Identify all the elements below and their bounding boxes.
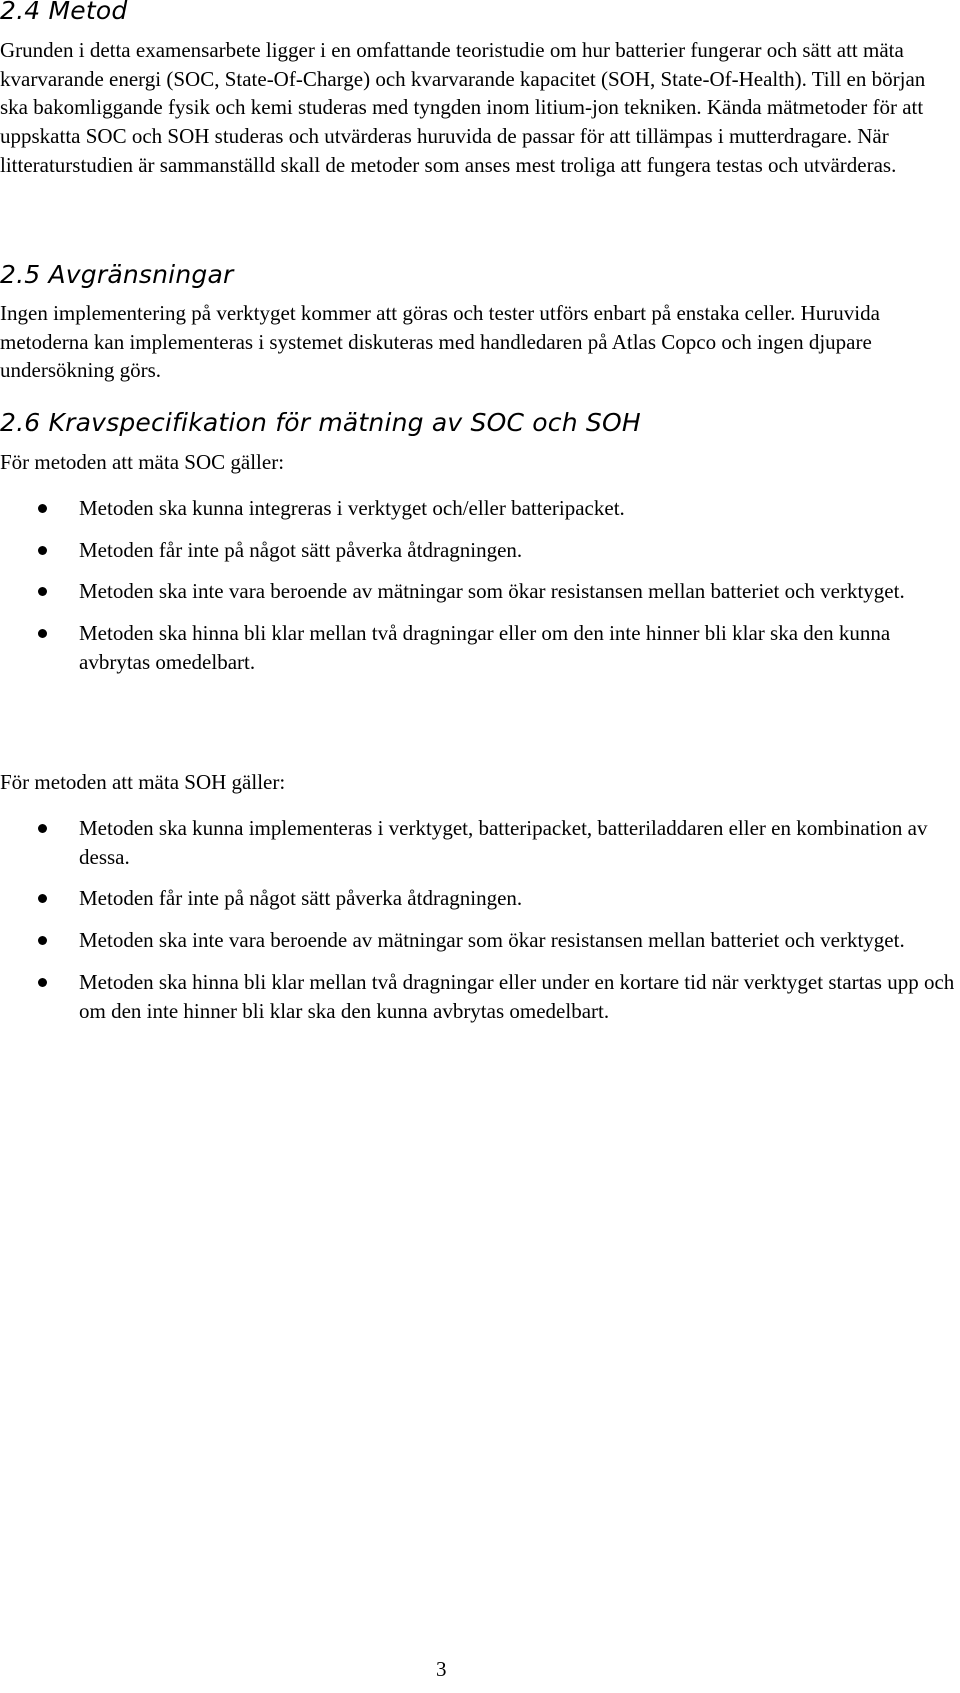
soc-requirements-list	[0, 494, 955, 677]
list-item	[0, 968, 955, 1025]
bullet-icon	[38, 978, 47, 987]
list-item	[0, 926, 955, 955]
bullet-icon	[38, 587, 47, 596]
bullet-icon	[38, 546, 47, 555]
section-heading-avgransningar: 2.5 Avgränsningar	[0, 260, 234, 289]
list-item-text: Metoden får inte på något sätt påverka åtdragningen.	[79, 537, 523, 562]
soh-intro-text: För metoden att mäta SOH gäller:	[0, 770, 286, 794]
section-heading-metod: 2.4 Metod	[0, 0, 128, 25]
bullet-icon	[38, 824, 47, 833]
list-item-text: Metoden ska kunna integreras i verktyget och/eller batteripacket.	[79, 496, 625, 520]
list-item-text: Metoden ska inte vara beroende av mätningar som ökar resistansen mellan batteriet och verktyget.	[79, 928, 905, 953]
list-item-text: Metoden ska inte vara beroende av mätningar som ökar resistansen mellan batteriet och verktyget.	[79, 579, 905, 604]
list-item-text: Metoden ska hinna bli klar mellan två dragningar eller under en kortare tid när verktyget startas upp och om den inte hinner bli klar ska den kunna avbrytas omedelbart.	[79, 969, 955, 1023]
soc-intro-text: För metoden att mäta SOC gäller:	[0, 450, 285, 474]
paragraph-metod: Grunden i detta examensarbete ligger i en omfattande teoristudie om hur batterier fungerar och sätt att mäta kvarvarande energi (SOC, State-Of-Charge) och kvarvarande kapacitet (SOH, State-Of-Health). Till en början ska bakomliggande fysik och kemi studeras med tyngden inom litium-jon tekniken. Kända mätmetoder för att uppskatta SOC och SOH studeras och utvärderas huruvida de passar för att tillämpas i mutterdragare. När litteraturstudien är sammanställd skall de metoder som anses mest troliga att fungera testas och utvärderas.	[0, 38, 926, 177]
page-number: 3	[436, 1657, 447, 1681]
list-item	[0, 814, 955, 871]
soh-requirements-list	[0, 814, 955, 1025]
bullet-icon	[38, 504, 47, 513]
list-item-text: Metoden ska hinna bli klar mellan två dragningar eller om den inte hinner bli klar ska den kunna avbrytas omedelbart.	[79, 621, 891, 674]
list-item	[0, 536, 955, 565]
bullet-icon	[38, 936, 47, 945]
list-item-text: Metoden ska kunna implementeras i verktyget, batteripacket, batteriladdaren eller en kombination av dessa.	[79, 816, 928, 869]
list-item	[0, 619, 955, 676]
paragraph-avgransningar: Ingen implementering på verktyget kommer att göras och tester utförs enbart på enstaka celler. Huruvida metoderna kan implementeras i systemet diskuteras med handledaren på Atlas Copco och ingen djupare undersökning görs.	[0, 301, 880, 383]
bullet-icon	[38, 629, 47, 638]
list-item	[0, 884, 955, 913]
list-item-text: Metoden får inte på något sätt påverka åtdragningen.	[79, 886, 523, 911]
bullet-icon	[38, 894, 47, 903]
list-item	[0, 494, 955, 523]
section-heading-kravspecifikation: 2.6 Kravspecifikation för mätning av SOC och SOH	[0, 408, 641, 437]
list-item	[0, 577, 955, 606]
